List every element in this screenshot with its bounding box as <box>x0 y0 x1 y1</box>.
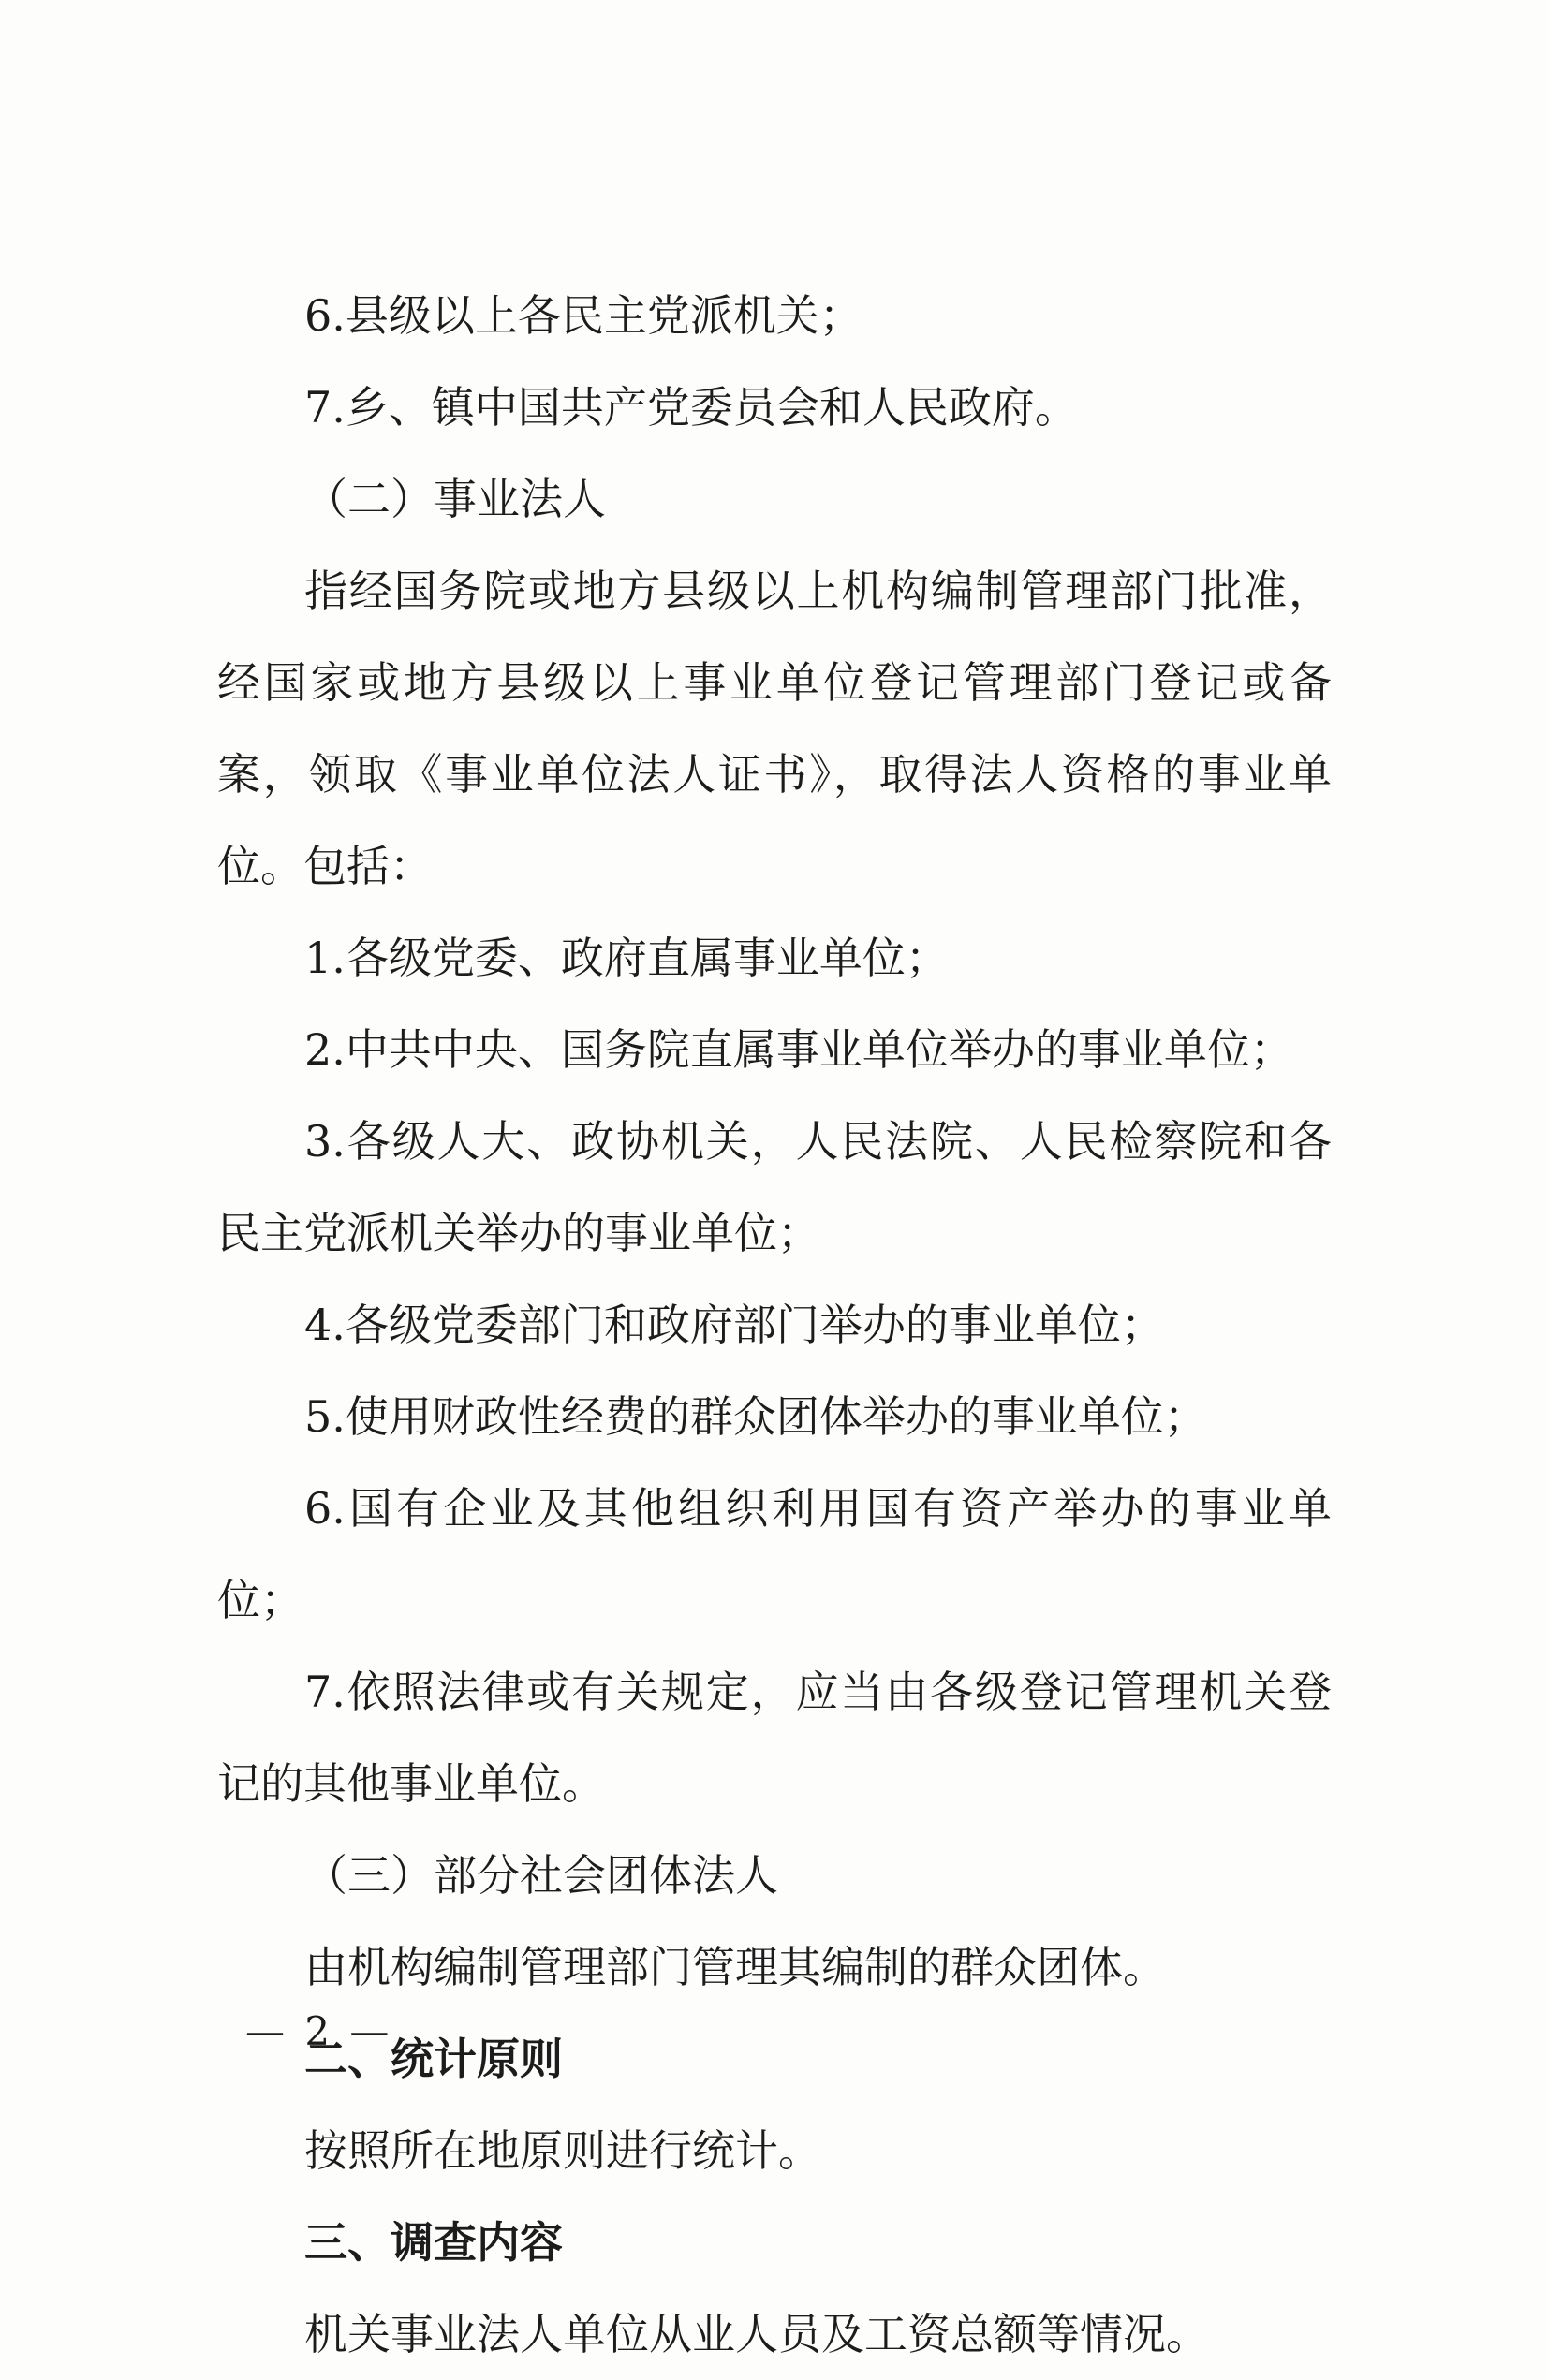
paragraph-mass-organizations: 由机构编制管理部门管理其编制的群众团体。 <box>304 1942 1166 1992</box>
list-item-6-party-organs: 6.县级以上各民主党派机关； <box>304 290 862 341</box>
list-item-7: 7.依照法律或有关规定，应当由各级登记管理机关登记的其他事业单位。 <box>217 1667 1332 1809</box>
list-item-5: 5.使用财政性经费的群众团体举办的事业单位； <box>304 1391 1207 1442</box>
list-item-7-township-government: 7.乡、镇中国共产党委员会和人民政府。 <box>304 382 1078 433</box>
document-body <box>217 270 1332 2380</box>
paragraph-statistics-principle: 按照所在地原则进行统计。 <box>304 2125 821 2176</box>
subheading-public-institution: （二）事业法人 <box>304 474 606 524</box>
list-item-2: 2.中共中央、国务院直属事业单位举办的事业单位； <box>304 1024 1293 1075</box>
section-heading-statistics-principle: 二、统计原则 <box>304 2034 563 2084</box>
list-item-4: 4.各级党委部门和政府部门举办的事业单位； <box>304 1300 1164 1350</box>
section-heading-survey-content: 三、调查内容 <box>304 2217 563 2268</box>
paragraph-survey-content: 机关事业法人单位从业人员及工资总额等情况。 <box>304 2309 1209 2359</box>
list-item-6: 6.国有企业及其他组织利用国有资产举办的事业单位； <box>217 1483 1332 1625</box>
paragraph-definition: 指经国务院或地方县级以上机构编制管理部门批准，经国家或地方县级以上事业单位登记管理部门登记或备案，领取《事业单位法人证书》，取得法人资格的事业单位。包括： <box>217 566 1332 891</box>
page-number: — 2 — <box>245 2008 393 2054</box>
list-item-3: 3.各级人大、政协机关，人民法院、人民检察院和各民主党派机关举办的事业单位； <box>217 1116 1332 1258</box>
list-item-1: 1.各级党委、政府直属事业单位； <box>304 933 949 983</box>
subheading-social-organization: （三）部分社会团体法人 <box>304 1850 778 1901</box>
